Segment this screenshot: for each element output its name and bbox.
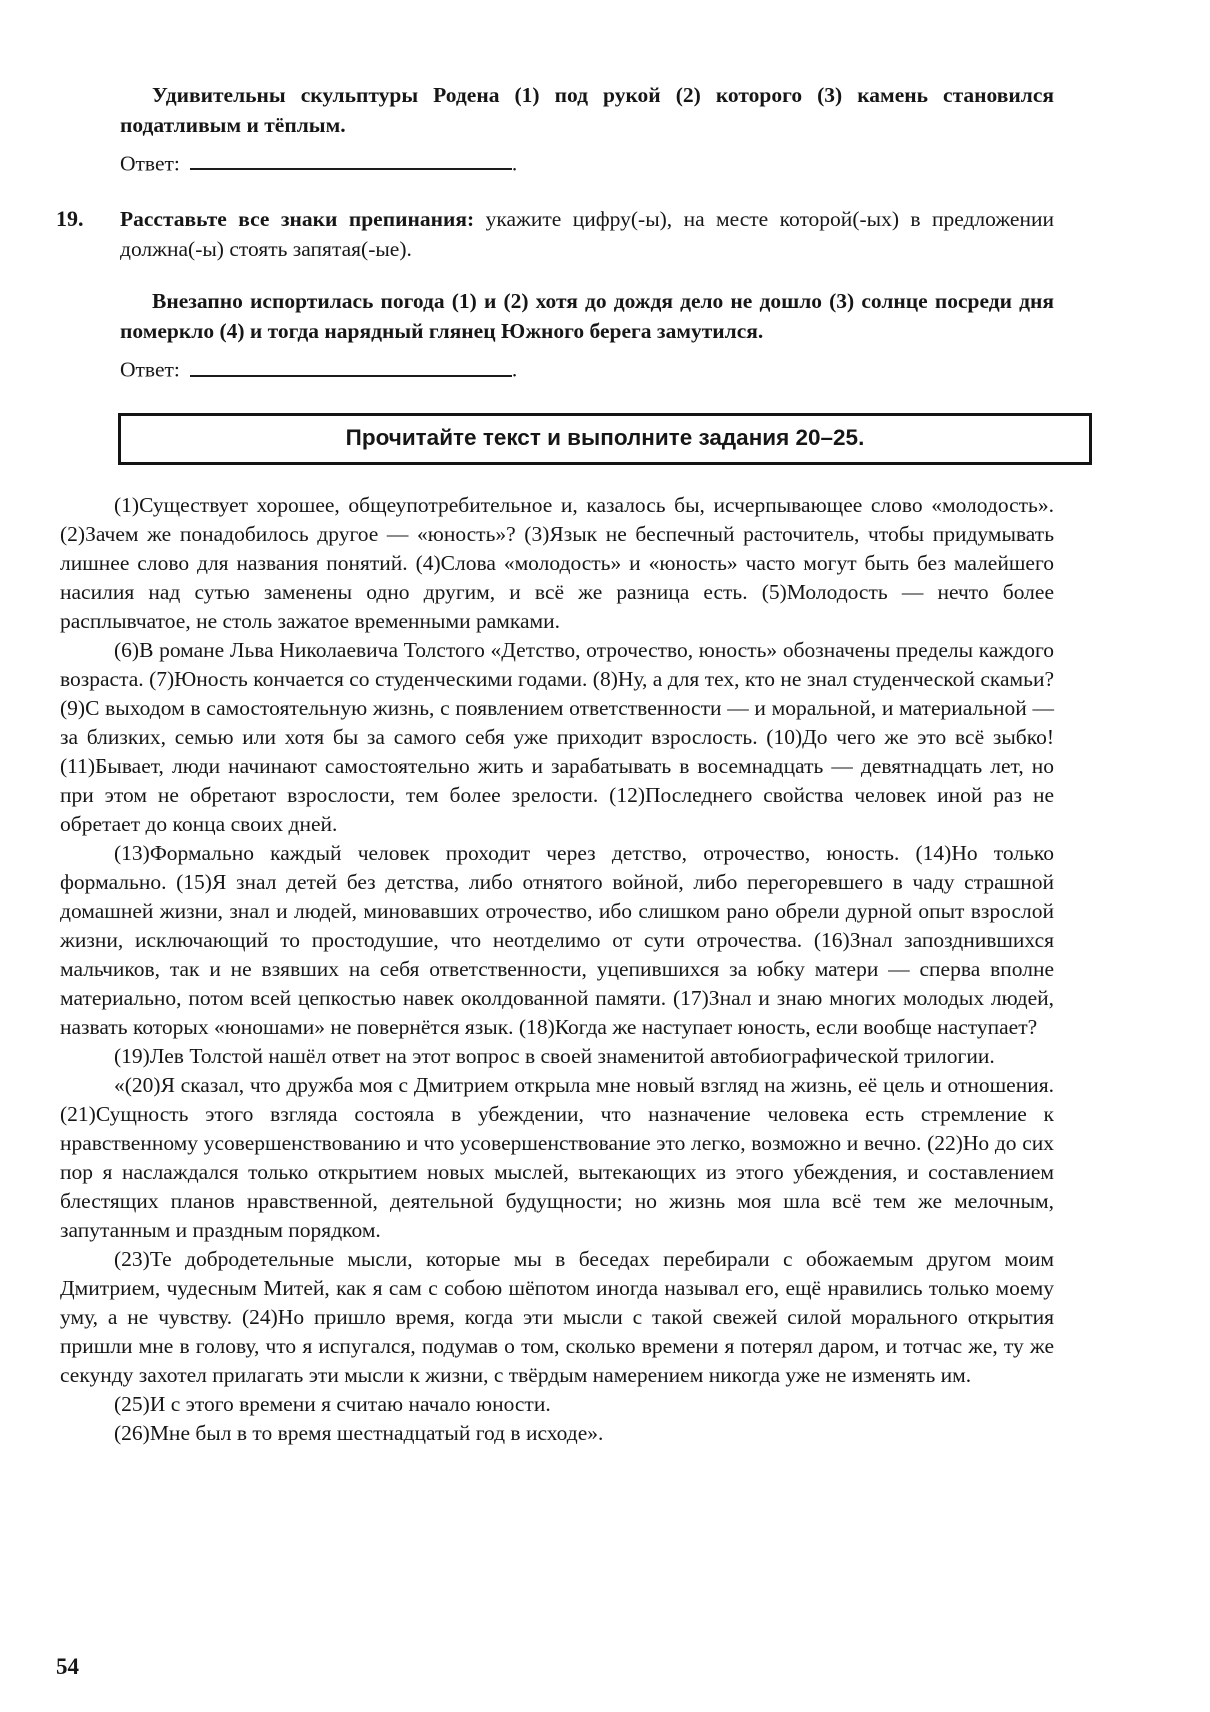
answer-label: Ответ: xyxy=(120,357,180,382)
task-19-sentence: Внезапно испортилась погода (1) и (2) хотя до дождя дело не дошло (3) солнце посреди дня померкло (4) и тогда нарядный глянец Южного берега замутился. xyxy=(120,289,1054,344)
answer-period: . xyxy=(511,151,518,176)
reading-instruction-text: Прочитайте текст и выполните задания 20–25. xyxy=(345,424,865,450)
passage-paragraph: (23)Те добродетельные мысли, которые мы в беседах перебирали с обожаемым другом моим Дмитрием, чудесным Митей, как я сам с собою шёпотом иногда называл его, ещё нравились только моему уму, а не чувству. (24)Но пришло время, когда эти мысли с такой свежей силой морального открытия пришли мне в голову, что я испугался, подумав о том, сколько времени я потерял даром, и тотчас же, ту же секунду захотел прилагать эти мысли к жизни, с твёрдым намерением никогда уже не изменять им. xyxy=(60,1246,1054,1387)
task-19-instruction xyxy=(120,204,1054,264)
answer-label: Ответ: xyxy=(120,151,180,176)
answer-period: . xyxy=(511,357,518,382)
passage-paragraph: (1)Существует хорошее, общеупотребительное и, казалось бы, исчерпывающее слово «молодость». (2)Зачем же понадобилось другое — «юность»? (3)Язык не беспечный расточитель, чтобы придумывать лишнее слово для названия понятий. (4)Слова «молодость» и «юность» часто могут быть без малейшего насилия над сутью заменены одно другим, и всё же разница есть. (5)Молодость — нечто более расплывчатое, не столь зажатое временными рамками. xyxy=(60,492,1054,633)
task-number: 19. xyxy=(56,206,84,232)
page-number: 54 xyxy=(56,1654,79,1679)
passage-paragraph: (25)И с этого времени я считаю начало юности. xyxy=(114,1391,551,1416)
task-19-block xyxy=(56,204,1054,384)
passage-paragraph: (19)Лев Толстой нашёл ответ на этот вопрос в своей знаменитой автобиографической трилогии. xyxy=(114,1043,995,1068)
passage-paragraph: (13)Формально каждый человек проходит через детство, отрочество, юность. (14)Но только формально. (15)Я знал детей без детства, либо отнятого войной, либо перегоревшего в чаду страшной домашней жизни, знал и людей, миновавших отрочество, ибо слишком рано обрели дурной опыт взрослой жизни, исключающий то простодушие, что неотделимо от сути отрочества. (16)Знал запозднившихся мальчиков, так и не взявших на себя ответственности, уцепившихся за юбку матери — сперва вполне материально, потом всей цепкостью навек околдованной памяти. (17)Знал и знаю многих молодых людей, назвать которых «юношами» не повернётся язык. (18)Когда же наступает юность, если вообще наступает? xyxy=(60,840,1054,1039)
answer-blank-line xyxy=(190,354,512,376)
task-19-instruction-rest: укажите цифру(-ы), на месте которой(-ых) в предложении должна(-ы) стоять запятая(-ые). xyxy=(120,207,1054,262)
task-19-instruction-bold: Расставьте все знаки препинания: xyxy=(120,207,475,232)
passage-paragraph: «(20)Я сказал, что дружба моя с Дмитрием открыла мне новый взгляд на жизнь, её цель и отношения. (21)Сущность этого взгляда состояла в убеждении, что назначение человека есть стремление к нравственному усовершенствованию и что усовершенствование это легко, возможно и вечно. (22)Но до сих пор я наслаждался только открытием новых мыслей, вытекающих из этого убеждения, и составлением блестящих планов нравственной, деятельной будущности; но жизнь моя шла всё тем же мелочным, запутанным и праздным порядком. xyxy=(60,1072,1054,1242)
passage-paragraph: (26)Мне был в то время шестнадцатый год в исходе». xyxy=(114,1420,604,1445)
reading-passage xyxy=(60,491,1054,1448)
spacer xyxy=(120,264,1054,286)
spacer xyxy=(60,178,1054,204)
answer-blank-line xyxy=(190,148,512,170)
task-prev-answer-line xyxy=(120,148,1054,178)
task-19-answer-line xyxy=(120,354,1054,384)
task-prev-sentence: Удивительны скульптуры Родена (1) под рукой (2) которого (3) камень становился податливым и тёплым. xyxy=(120,83,1054,137)
reading-instruction-box xyxy=(118,413,1092,465)
task-prev-block xyxy=(120,80,1054,178)
passage-paragraph: (6)В романе Льва Николаевича Толстого «Детство, отрочество, юность» обозначены пределы каждого возраста. (7)Юность кончается со студенческими годами. (8)Ну, а для тех, кто не знал студенческой скамьи? (9)С выходом в самостоятельную жизнь, с появлением ответственности — и моральной, и материальной — за близких, семью или хотя бы за самого себя уже приходит взрослость. (10)До чего же это всё зыбко! (11)Бывает, люди начинают самостоятельно жить и зарабатывать в восемнадцать — девятнадцать лет, но при этом не обретают взрослости, тем более зрелости. (12)Последнего свойства человек иной раз не обретает до конца своих дней. xyxy=(60,637,1054,836)
